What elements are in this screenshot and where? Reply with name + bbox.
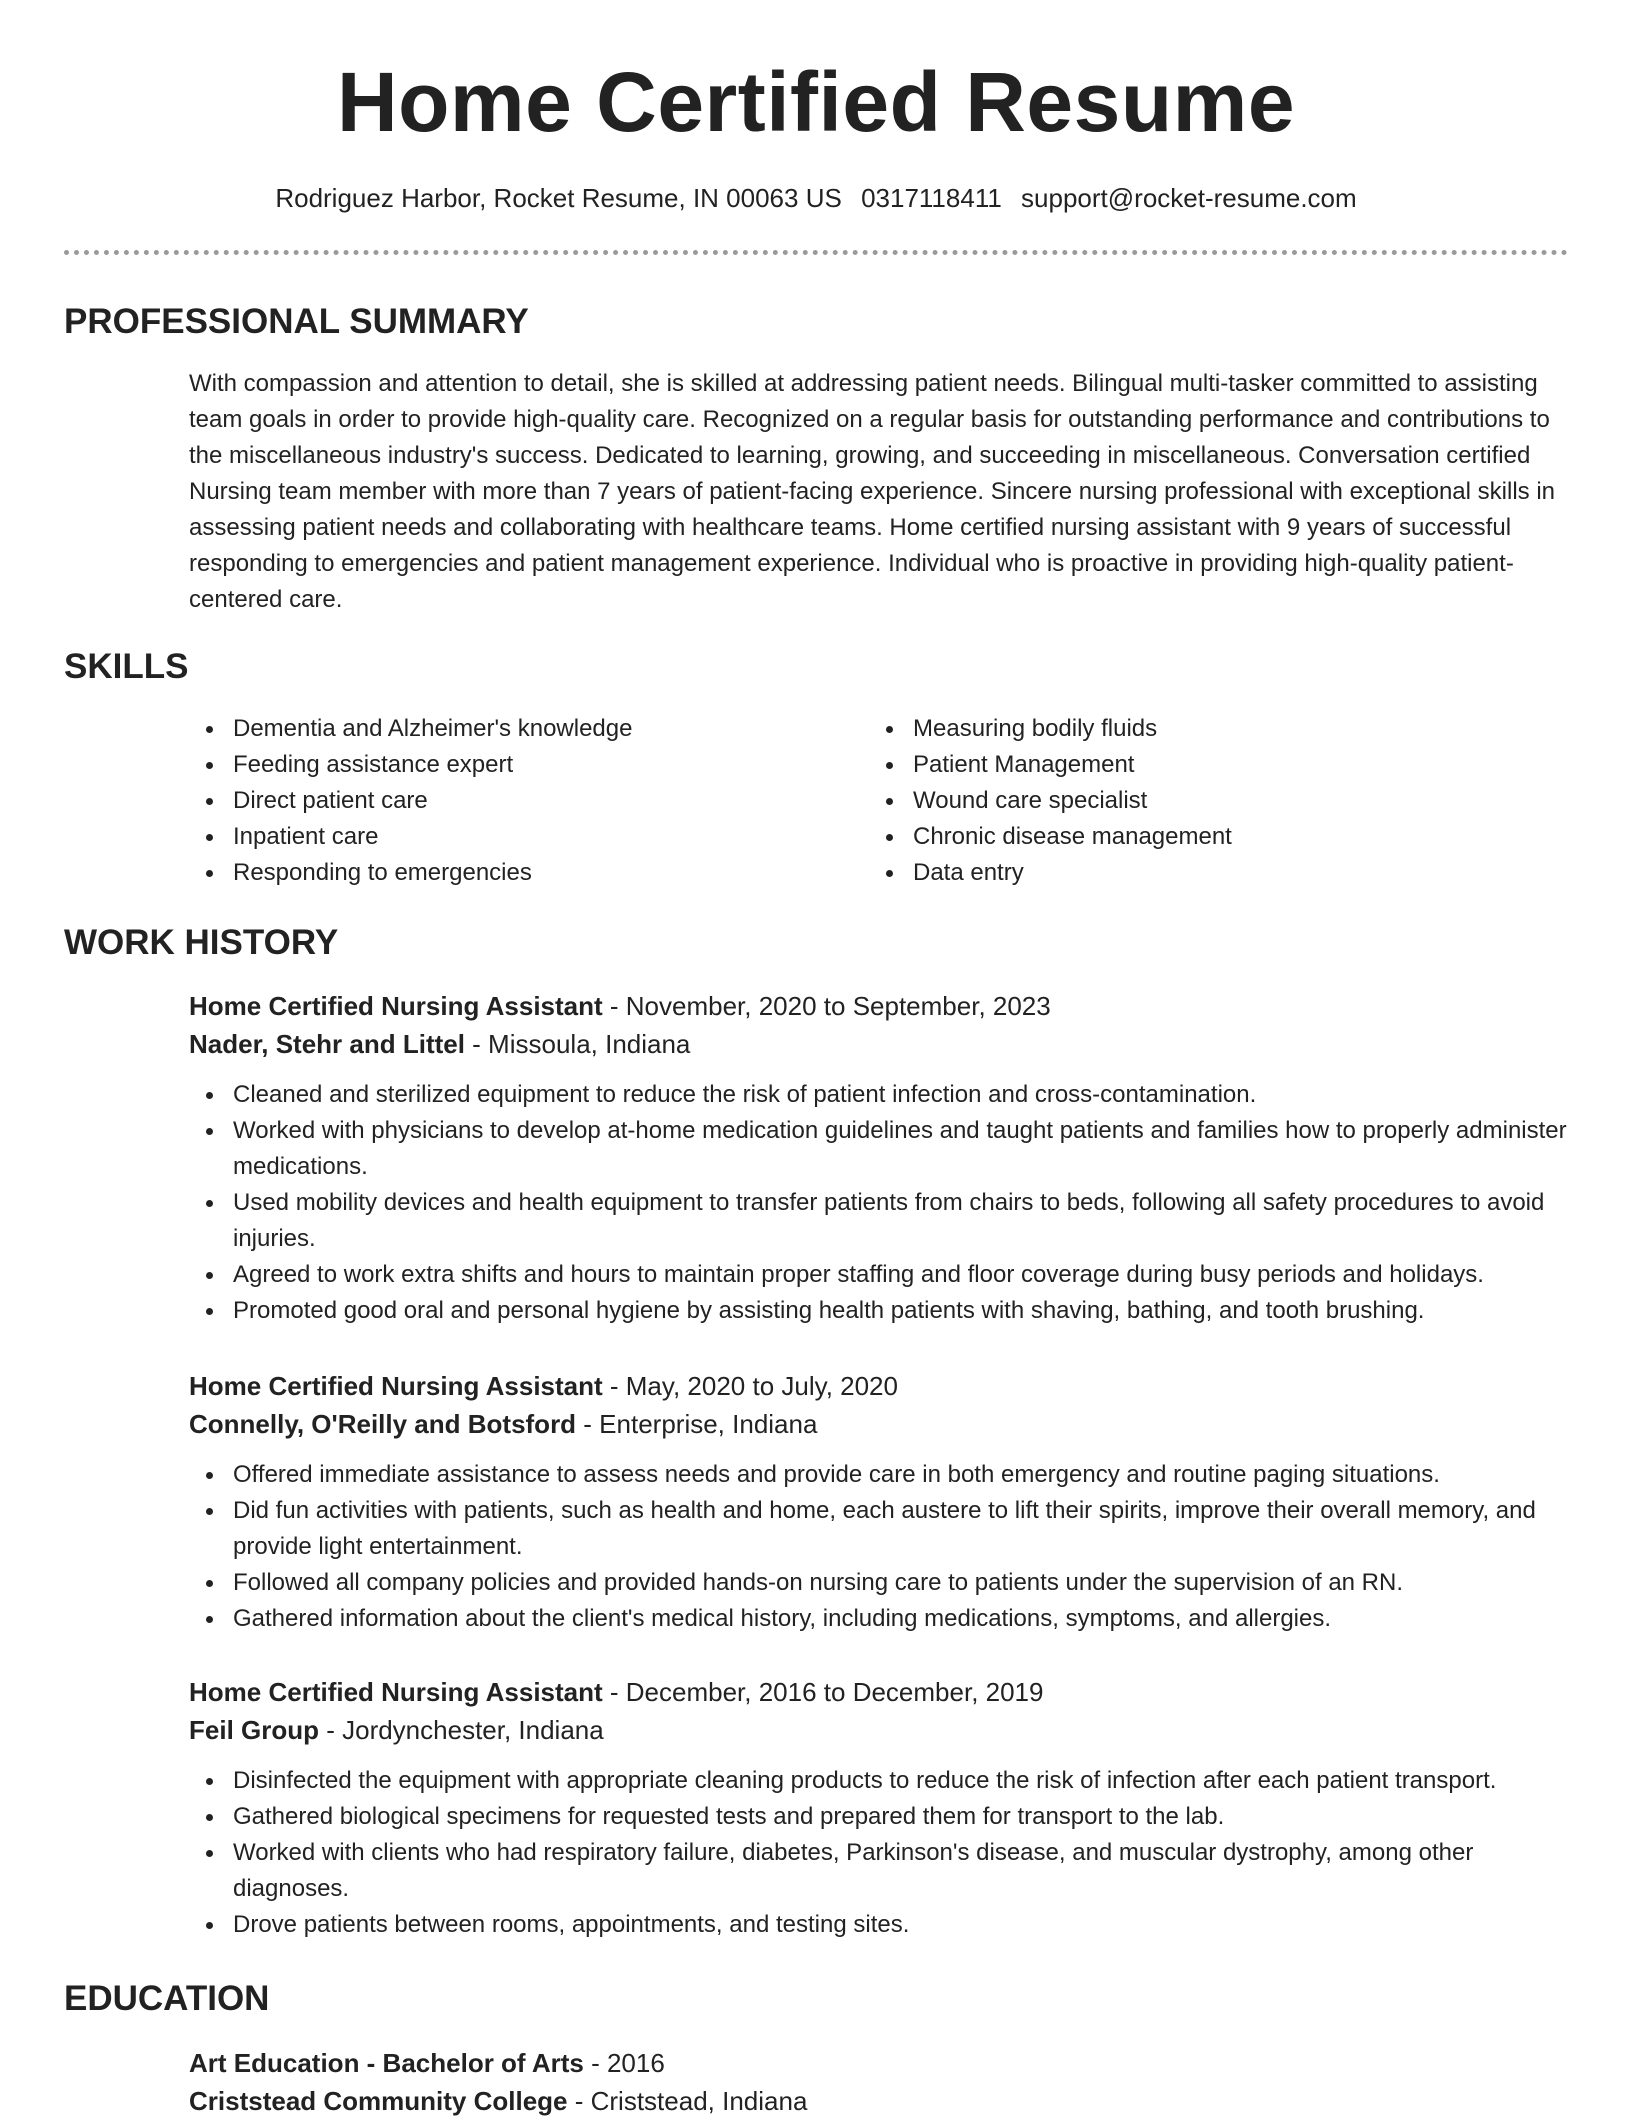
job-duty: Drove patients between rooms, appointments, and testing sites. xyxy=(189,1907,1569,1943)
skill-item: Feeding assistance expert xyxy=(189,747,829,783)
job-company: Feil Group xyxy=(189,1715,319,1745)
skill-item: Responding to emergencies xyxy=(189,855,829,891)
job-entry xyxy=(189,987,1569,1329)
job-dates: - May, 2020 to July, 2020 xyxy=(602,1371,898,1401)
job-duty: Promoted good oral and personal hygiene by assisting health patients with shaving, bathing, and tooth brushing. xyxy=(189,1293,1569,1329)
job-duty: Followed all company policies and provided hands-on nursing care to patients under the supervision of an RN. xyxy=(189,1565,1569,1601)
contact-line xyxy=(0,180,1632,216)
job-title: Home Certified Nursing Assistant xyxy=(189,1677,603,1707)
job-location: - Jordynchester, Indiana xyxy=(319,1715,604,1745)
job-duty: Did fun activities with patients, such as health and home, each austere to lift their spirits, improve their overall memory, and provide light entertainment. xyxy=(189,1493,1569,1565)
job-entry xyxy=(189,1367,1569,1637)
job-title-line xyxy=(189,1673,1569,1711)
job-duty: Cleaned and sterilized equipment to reduce the risk of patient infection and cross-contamination. xyxy=(189,1077,1569,1113)
skill-item: Wound care specialist xyxy=(869,783,1529,819)
work-history-heading: WORK HISTORY xyxy=(64,923,339,962)
education-heading: EDUCATION xyxy=(64,1979,270,2018)
job-title: Home Certified Nursing Assistant xyxy=(189,1371,603,1401)
summary-text: With compassion and attention to detail, she is skilled at addressing patient needs. Bilingual multi-tasker committed to assisting team goals in order to provide high-quality care. Recognized on a regular basis for outstanding performance and contributions to the miscellaneous industry's success. Dedicated to learning, growing, and succeeding in miscellaneous. Conversation certified Nursing team member with more than 7 years of patient-facing experience. Sincere nursing professional with exceptional skills in assessing patient needs and collaborating with healthcare teams. Home certified nursing assistant with 9 years of successful responding to emergencies and patient management experience. Individual who is proactive in providing high-quality patient-centered care. xyxy=(189,370,1555,613)
job-title: Home Certified Nursing Assistant xyxy=(189,991,603,1021)
job-company: Nader, Stehr and Littel xyxy=(189,1029,465,1059)
job-duty: Offered immediate assistance to assess needs and provide care in both emergency and routine paging situations. xyxy=(189,1457,1569,1493)
job-duty: Gathered biological specimens for requested tests and prepared them for transport to the lab. xyxy=(189,1799,1569,1835)
job-duties-list xyxy=(189,1457,1569,1637)
education-school: Criststead Community College xyxy=(189,2086,568,2116)
job-dates: - November, 2020 to September, 2023 xyxy=(602,991,1051,1021)
job-company-line xyxy=(189,1025,1569,1063)
job-duty: Worked with physicians to develop at-home medication guidelines and taught patients and families how to properly administer medications. xyxy=(189,1113,1569,1185)
education-entry xyxy=(189,2044,1569,2120)
education-location: - Criststead, Indiana xyxy=(567,2086,808,2116)
job-entry xyxy=(189,1673,1569,1943)
header-divider xyxy=(64,250,1568,255)
job-duty: Worked with clients who had respiratory failure, diabetes, Parkinson's disease, and muscular dystrophy, among other diagnoses. xyxy=(189,1835,1569,1907)
education-year: - 2016 xyxy=(583,2048,665,2078)
skill-item: Measuring bodily fluids xyxy=(869,711,1529,747)
education-school-line xyxy=(189,2082,1569,2120)
resume-title: Home Certified Resume xyxy=(336,55,1296,149)
education-degree: Art Education - Bachelor of Arts xyxy=(189,2048,584,2078)
skills-list-right xyxy=(869,711,1529,891)
job-duty: Agreed to work extra shifts and hours to maintain proper staffing and floor coverage during busy periods and holidays. xyxy=(189,1257,1569,1293)
skills-list-left xyxy=(189,711,829,891)
skills-heading: SKILLS xyxy=(64,647,189,686)
job-duties-list xyxy=(189,1077,1569,1329)
job-company-line xyxy=(189,1405,1569,1443)
job-duty: Used mobility devices and health equipment to transfer patients from chairs to beds, following all safety procedures to avoid injuries. xyxy=(189,1185,1569,1257)
contact-address: Rodriguez Harbor, Rocket Resume, IN 00063 US xyxy=(275,183,842,213)
job-duty: Disinfected the equipment with appropriate cleaning products to reduce the risk of infection after each patient transport. xyxy=(189,1763,1569,1799)
skill-item: Dementia and Alzheimer's knowledge xyxy=(189,711,829,747)
contact-phone: 0317118411 xyxy=(861,183,1002,213)
skill-item: Direct patient care xyxy=(189,783,829,819)
contact-email[interactable]: support@rocket-resume.com xyxy=(1021,183,1357,213)
job-duties-list xyxy=(189,1763,1569,1943)
skill-item: Data entry xyxy=(869,855,1529,891)
skill-item: Chronic disease management xyxy=(869,819,1529,855)
job-title-line xyxy=(189,987,1569,1025)
job-location: - Missoula, Indiana xyxy=(464,1029,691,1059)
job-duty: Gathered information about the client's medical history, including medications, symptoms, and allergies. xyxy=(189,1601,1569,1637)
job-company: Connelly, O'Reilly and Botsford xyxy=(189,1409,577,1439)
skill-item: Patient Management xyxy=(869,747,1529,783)
job-title-line xyxy=(189,1367,1569,1405)
skill-item: Inpatient care xyxy=(189,819,829,855)
summary-heading: PROFESSIONAL SUMMARY xyxy=(64,302,529,341)
job-location: - Enterprise, Indiana xyxy=(576,1409,818,1439)
job-dates: - December, 2016 to December, 2019 xyxy=(602,1677,1044,1707)
job-company-line xyxy=(189,1711,1569,1749)
education-degree-line xyxy=(189,2044,1569,2082)
